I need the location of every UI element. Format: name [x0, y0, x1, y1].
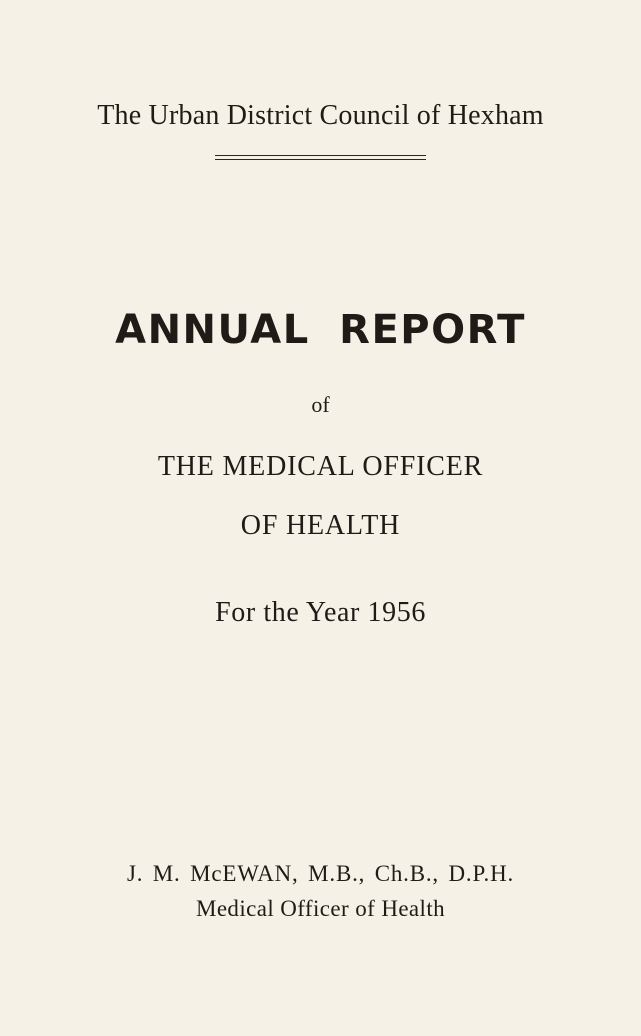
author-title: Medical Officer of Health [195, 896, 446, 921]
report-year: For the Year 1956 [215, 597, 426, 628]
officer-heading-line1: THE MEDICAL OFFICER [157, 451, 484, 482]
double-rule-divider [215, 155, 426, 160]
officer-heading-line2: OF HEALTH [240, 510, 401, 541]
report-title: ANNUAL REPORT [115, 307, 526, 353]
author-name: J. M. McEWAN, M.B., Ch.B., D.P.H. [126, 861, 515, 886]
of-connector: of [311, 392, 330, 417]
council-name: The Urban District Council of Hexham [97, 100, 544, 131]
